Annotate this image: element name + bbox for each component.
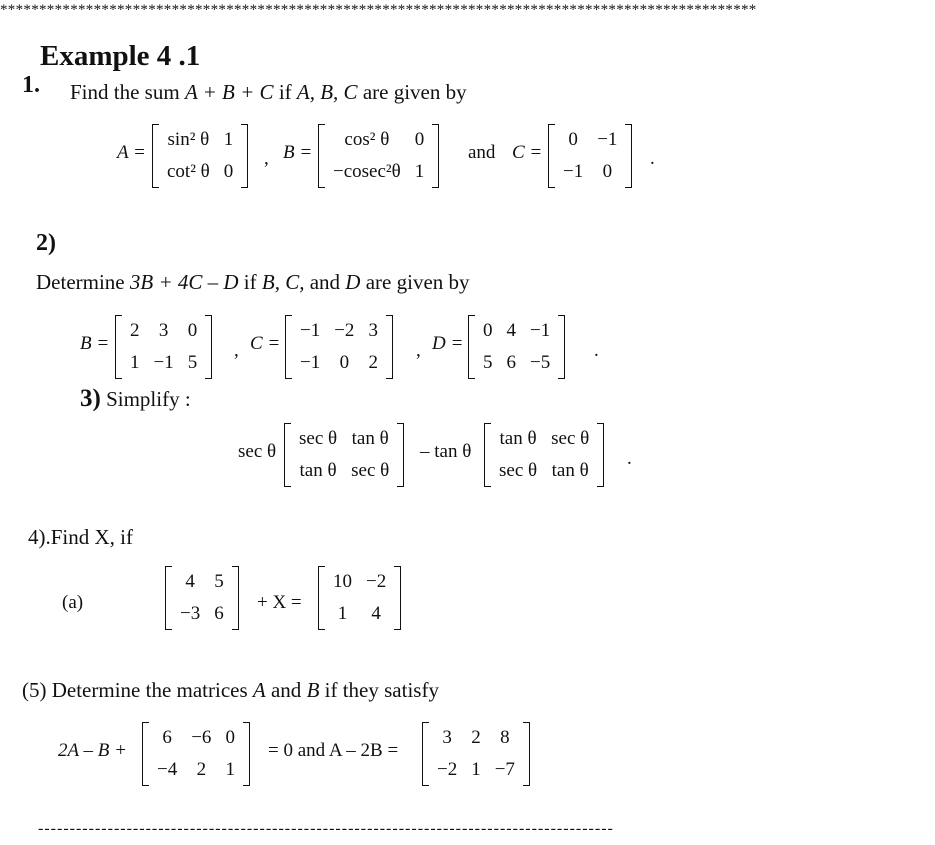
matrix-cell: 1 (223, 129, 234, 150)
matrix-cell: 1 (471, 759, 481, 780)
matrix-row (326, 124, 431, 156)
matrix-row (476, 315, 557, 347)
q5-var-b: B (306, 678, 320, 702)
matrix-row (160, 124, 240, 156)
matrix-cell: −cosec²θ (333, 161, 401, 182)
q2-b-label: B = (80, 333, 110, 354)
q5-mid: = 0 and A – 2B = (268, 740, 399, 761)
matrix-cell: 6 (506, 352, 516, 373)
matrix-row (326, 566, 393, 598)
matrix-cell: cot² θ (167, 161, 210, 182)
matrix-row (556, 124, 624, 156)
comma: , (234, 340, 239, 361)
matrix-cell: −1 (563, 161, 584, 182)
q2-var-d: D (345, 270, 361, 294)
q5-lhs: 2A – B + (58, 740, 127, 761)
q2-expr: 3B + 4C – D (129, 270, 239, 294)
matrix-cell: −1 (300, 320, 321, 341)
matrix-cell: −1 (153, 352, 174, 373)
q1-matrix-a (152, 124, 248, 188)
matrix-cell: −1 (597, 129, 618, 150)
q1-c-label: C = (512, 142, 543, 163)
matrix-row (492, 455, 596, 487)
period: . (594, 340, 599, 361)
matrix-cell: 0 (414, 129, 425, 150)
matrix-row (123, 347, 204, 379)
q1-text-pre: Find the sum (70, 80, 185, 104)
matrix-cell: 1 (337, 603, 348, 624)
q3-text: Simplify : (100, 387, 191, 411)
comma: , (264, 148, 269, 169)
matrix-cell: tan θ (499, 428, 537, 449)
matrix-cell: −2 (366, 571, 387, 592)
matrix-cell: 0 (483, 320, 493, 341)
matrix-cell: 4 (506, 320, 516, 341)
matrix-cell: 0 (225, 727, 235, 748)
period: . (650, 148, 655, 169)
matrix-cell: −1 (530, 320, 551, 341)
matrix-cell: 6 (162, 727, 172, 748)
q5-var-a: A (252, 678, 266, 702)
matrix-row (160, 156, 240, 188)
matrix-cell: 5 (483, 352, 493, 373)
q3-matrix-2 (484, 423, 604, 487)
q2-text-and: and (304, 270, 346, 294)
q4-part: (a) (62, 592, 84, 613)
matrix-cell: tan θ (551, 460, 589, 481)
matrix-cell: 2 (471, 727, 481, 748)
matrix-cell: 1 (225, 759, 235, 780)
comma: , (416, 340, 421, 361)
q1-text-post: are given by (357, 80, 467, 104)
matrix-cell: −4 (157, 759, 178, 780)
star-border: ************************************************************************************************* (0, 2, 757, 18)
q1-text (70, 80, 467, 105)
q4-heading: 4).Find X, if (28, 525, 133, 549)
matrix-row (293, 315, 385, 347)
matrix-cell: −3 (180, 603, 201, 624)
matrix-cell: 2 (368, 352, 378, 373)
q3-number: 3) (80, 385, 101, 412)
q2-text-post: are given by (360, 270, 470, 294)
q1-matrix-b (318, 124, 439, 188)
matrix-cell: 2 (196, 759, 207, 780)
matrix-row (326, 156, 431, 188)
matrix-cell: 0 (568, 129, 578, 150)
q2-text-pre: Determine (36, 270, 130, 294)
q3-left-coef: sec θ (238, 441, 277, 462)
q2-vars: B, C, (261, 270, 305, 294)
matrix-row (292, 455, 396, 487)
matrix-cell: 5 (214, 571, 224, 592)
q5-text (22, 678, 439, 703)
q2-matrix-d (468, 315, 565, 379)
matrix-cell: 0 (187, 320, 198, 341)
q4-matrix-1 (165, 566, 239, 630)
matrix-row (292, 423, 396, 455)
q4-matrix-2 (318, 566, 401, 630)
matrix-cell: 3 (158, 320, 169, 341)
q5-text-and: and (265, 678, 307, 702)
matrix-cell: cos² θ (344, 129, 390, 150)
matrix-row (492, 423, 596, 455)
q3-mid: – tan θ (420, 441, 472, 462)
q1-vars: A, B, C (296, 80, 358, 104)
matrix-cell: −2 (437, 759, 458, 780)
matrix-cell: sec θ (351, 460, 390, 481)
matrix-row (173, 566, 231, 598)
matrix-cell: 1 (130, 352, 140, 373)
matrix-row (123, 315, 204, 347)
matrix-cell: 2 (130, 320, 140, 341)
q1-expr: A + B + C (184, 80, 274, 104)
q5-matrix-1 (142, 722, 250, 786)
dashed-separator: ------------------------------------------------------------------------------------------- (38, 820, 614, 837)
q1-b-label: B = (283, 142, 313, 163)
matrix-cell: 3 (442, 727, 452, 748)
period: . (627, 448, 632, 469)
matrix-cell: −2 (334, 320, 355, 341)
q5-matrix-2 (422, 722, 530, 786)
matrix-row (556, 156, 624, 188)
matrix-row (476, 347, 557, 379)
matrix-row (293, 347, 385, 379)
matrix-row (430, 722, 522, 754)
matrix-cell: 3 (368, 320, 378, 341)
matrix-cell: tan θ (351, 428, 389, 449)
q3-heading (80, 385, 191, 413)
q1-and: and (468, 142, 496, 163)
matrix-cell: 8 (500, 727, 510, 748)
q2-matrix-b (115, 315, 212, 379)
matrix-cell: −5 (530, 352, 551, 373)
q2-c-label: C = (250, 333, 281, 354)
q5-text-pre: (5) Determine the matrices (22, 678, 253, 702)
q2-number: 2) (36, 230, 56, 256)
matrix-cell: −7 (494, 759, 515, 780)
q2-d-label: D = (432, 333, 464, 354)
matrix-row (150, 722, 242, 754)
matrix-cell: 0 (339, 352, 350, 373)
matrix-row (173, 598, 231, 630)
matrix-cell: sin² θ (167, 129, 210, 150)
matrix-cell: 6 (214, 603, 224, 624)
example-title: Example 4 .1 (40, 40, 201, 72)
q5-text-post: if they satisfy (319, 678, 439, 702)
matrix-row (430, 754, 522, 786)
q1-text-mid: if (273, 80, 297, 104)
q2-text-mid: if (238, 270, 262, 294)
matrix-cell: sec θ (299, 428, 338, 449)
matrix-cell: sec θ (551, 428, 590, 449)
matrix-cell: 5 (187, 352, 198, 373)
q2-matrix-c (285, 315, 393, 379)
q3-matrix-1 (284, 423, 404, 487)
matrix-row (326, 598, 393, 630)
matrix-cell: 4 (371, 603, 381, 624)
matrix-cell: −1 (300, 352, 321, 373)
q4-op: + X = (257, 592, 302, 613)
matrix-cell: 0 (602, 161, 613, 182)
q2-text (36, 270, 470, 295)
q1-a-label: A = (117, 142, 146, 163)
q1-matrix-c (548, 124, 632, 188)
matrix-cell: −6 (191, 727, 212, 748)
matrix-cell: sec θ (499, 460, 538, 481)
matrix-cell: 0 (223, 161, 234, 182)
matrix-cell: tan θ (299, 460, 337, 481)
q1-number: 1. (22, 72, 40, 98)
matrix-cell: 10 (333, 571, 352, 592)
matrix-row (150, 754, 242, 786)
matrix-cell: 1 (414, 161, 425, 182)
matrix-cell: 4 (185, 571, 195, 592)
